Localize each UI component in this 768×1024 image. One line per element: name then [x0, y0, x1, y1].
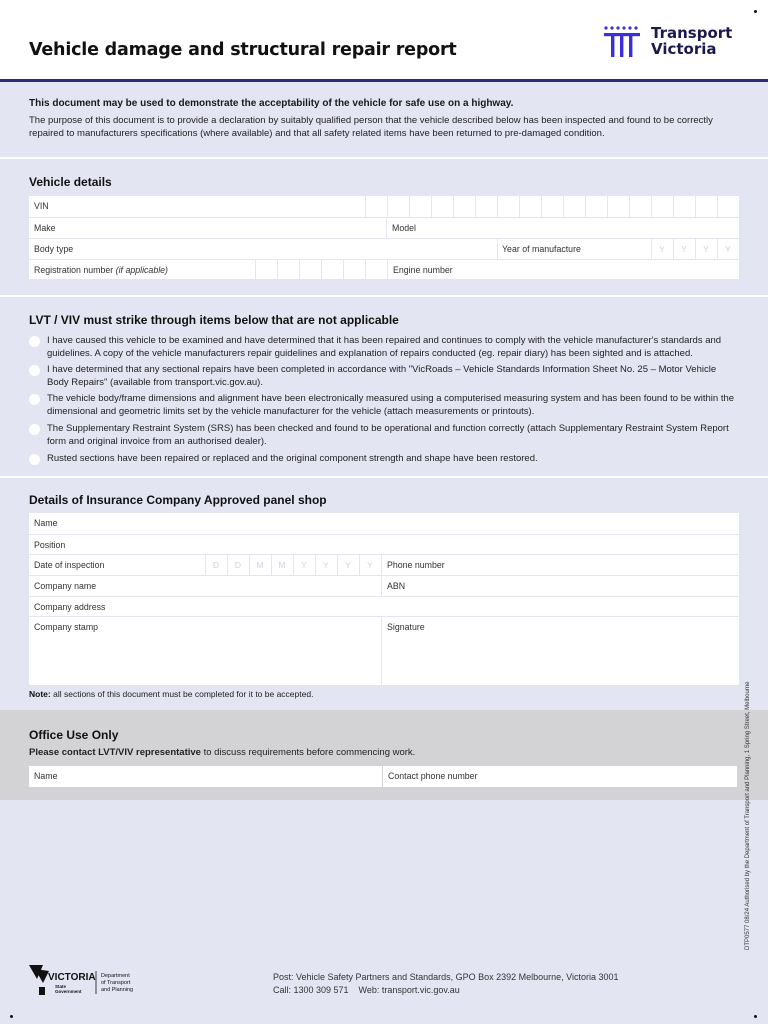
vin-box-divider — [563, 196, 564, 217]
body-type-label: Body type — [34, 244, 74, 254]
year-placeholder[interactable]: Y — [659, 244, 665, 254]
date-placeholder[interactable]: Y — [301, 560, 307, 570]
checklist-item[interactable] — [29, 363, 739, 391]
registration-engine-row — [29, 259, 739, 279]
footer-contact — [273, 971, 619, 997]
stamp-signature-row — [29, 616, 739, 685]
vin-box-divider — [607, 196, 608, 217]
name-field[interactable] — [29, 513, 739, 534]
logo-line-1: Transport — [651, 24, 733, 42]
registration-label — [34, 265, 168, 275]
vic-sub-2: Government — [55, 989, 82, 994]
model-label: Model — [392, 223, 416, 233]
vin-box-divider — [629, 196, 630, 217]
vin-box-divider — [497, 196, 498, 217]
completion-note — [29, 689, 313, 699]
checklist-item[interactable] — [29, 422, 739, 450]
checklist-item[interactable] — [29, 392, 739, 420]
year-placeholder[interactable]: Y — [681, 244, 687, 254]
dept-line-2: of Transport — [101, 980, 131, 986]
checklist-text: I have caused this vehicle to be examined and have determined that it has been repaired and continues to comply with the vehicle manufacturer's standards and guidelines. A copy of the vehicle manufacturers repair guidelines and explanation of repairs conducted (eg. repair diary) has been sighted and is attached. — [47, 335, 722, 359]
corner-mark — [754, 1015, 757, 1018]
phone-number-label: Phone number — [387, 560, 445, 570]
footer-post-address: Post: Vehicle Safety Partners and Standards, GPO Box 2392 Melbourne, Victoria 3001 — [273, 972, 619, 982]
radio-button[interactable] — [29, 365, 40, 376]
vin-box-divider — [409, 196, 410, 217]
insurance-section-title: Details of Insurance Company Approved panel shop — [29, 493, 327, 507]
date-placeholder[interactable]: D — [212, 560, 220, 570]
company-name-label: Company name — [34, 581, 97, 591]
company-address-field[interactable] — [29, 596, 739, 616]
radio-button[interactable] — [29, 394, 40, 405]
vehicle-details-title: Vehicle details — [29, 175, 112, 189]
office-use-title: Office Use Only — [29, 728, 119, 742]
vin-box-divider — [695, 196, 696, 217]
office-use-instructions — [29, 747, 415, 758]
field-divider — [387, 260, 388, 280]
authorisation-text: DTP0577 08/24 Authorised by the Department of Transport and Planning, 1 Spring Street, Melbourne — [745, 681, 751, 950]
divider — [0, 295, 768, 297]
field-divider — [382, 766, 383, 787]
name-label: Name — [34, 518, 58, 528]
office-use-form — [29, 766, 737, 787]
vin-box-divider — [431, 196, 432, 217]
rego-box-divider — [255, 260, 256, 280]
date-placeholder[interactable]: Y — [367, 560, 373, 570]
vin-box-divider — [519, 196, 520, 217]
field-divider — [497, 239, 498, 259]
vehicle-details-form — [29, 196, 739, 279]
vin-box-divider — [673, 196, 674, 217]
corner-mark — [754, 10, 757, 13]
vin-box-divider — [651, 196, 652, 217]
vin-row[interactable] — [29, 196, 739, 217]
registration-note: (if applicable) — [115, 265, 168, 275]
office-name-label: Name — [34, 771, 58, 781]
checklist-text: The Supplementary Restraint System (SRS) has been checked and found to be operational and function correctly (attach Supplementary Restraint System Report form and original invoice from an authorised dealer). — [47, 423, 729, 447]
corner-mark — [10, 1015, 13, 1018]
date-placeholder[interactable]: Y — [323, 560, 329, 570]
vic-sub-1: State — [55, 984, 67, 989]
divider — [0, 157, 768, 159]
checklist-text: The vehicle body/frame dimensions and alignment have been electronically measured using a computerised measuring system and has been found to be within the dimensional and geometric limits set by the vehicle manufacturer for the vehicle (attach measurements or printouts). — [47, 393, 735, 417]
logo-line-2: Victoria — [651, 40, 717, 58]
date-phone-row — [29, 554, 739, 575]
company-abn-row — [29, 575, 739, 596]
rego-box-divider — [321, 260, 322, 280]
rego-box-divider — [365, 260, 366, 280]
vin-box-divider — [475, 196, 476, 217]
radio-button[interactable] — [29, 336, 40, 347]
contact-phone-label: Contact phone number — [388, 771, 478, 781]
divider — [0, 476, 768, 478]
field-divider — [381, 555, 382, 575]
make-label: Make — [34, 223, 56, 233]
dept-line-3: and Planning — [101, 987, 134, 993]
company-stamp-label: Company stamp — [34, 622, 99, 632]
radio-button[interactable] — [29, 424, 40, 435]
intro-heading: This document may be used to demonstrate the acceptability of the vehicle for safe use on a highway. — [29, 98, 514, 109]
vic-wordmark: VICTORIA — [48, 972, 96, 983]
transport-victoria-logo-icon — [603, 26, 641, 58]
document-title: Vehicle damage and structural repair report — [29, 40, 457, 60]
vin-box-divider — [387, 196, 388, 217]
vin-box-divider — [541, 196, 542, 217]
rego-box-divider — [343, 260, 344, 280]
body-year-row — [29, 238, 739, 259]
office-instruction-text: to discuss requirements before commencing work. — [203, 747, 416, 758]
position-field[interactable] — [29, 534, 739, 554]
engine-number-label: Engine number — [393, 265, 453, 275]
footer-call-web: Call: 1300 309 571 Web: transport.vic.gov.au — [273, 985, 460, 995]
intro-text: The purpose of this document is to provide a declaration by suitably qualified person that the vehicle described below has been inspected and found to be correctly repaired to manufacturers specifications (where available) and that all safety related items have been returned to pre-damaged condition. — [29, 115, 713, 139]
date-placeholder[interactable]: D — [234, 560, 242, 570]
date-placeholder[interactable]: M — [256, 560, 264, 570]
position-label: Position — [34, 540, 66, 550]
field-divider — [381, 617, 382, 685]
vin-label: VIN — [34, 201, 49, 211]
make-model-row — [29, 217, 739, 238]
year-placeholder[interactable]: Y — [725, 244, 731, 254]
abn-label: ABN — [387, 581, 406, 591]
year-of-manufacture-label: Year of manufacture — [502, 244, 581, 254]
checklist-text: I have determined that any sectional repairs have been completed in accordance with "VicRoads – Vehicle Standards Information Sheet No. 25 – Motor Vehicle Body Repairs" (available from transport.vic.gov.au). — [47, 364, 717, 388]
office-name-contact-row — [29, 766, 737, 787]
date-of-inspection-label: Date of inspection — [34, 560, 105, 570]
date-placeholder[interactable]: M — [278, 560, 286, 570]
insurance-form — [29, 513, 739, 685]
dept-line-1: Department — [101, 973, 130, 979]
year-placeholder[interactable]: Y — [703, 244, 709, 254]
radio-button[interactable] — [29, 454, 40, 465]
field-divider — [386, 218, 387, 238]
date-placeholder[interactable]: Y — [345, 560, 351, 570]
office-instruction-bold: Please contact LVT/VIV representative — [29, 747, 201, 758]
checklist-item[interactable] — [29, 452, 739, 467]
company-address-label: Company address — [34, 602, 106, 612]
note-text: all sections of this document must be completed for it to be accepted. — [53, 689, 314, 699]
signature-label: Signature — [387, 622, 425, 632]
note-label: Note: — [29, 689, 51, 699]
lvt-section-title: LVT / VIV must strike through items below that are not applicable — [29, 313, 399, 327]
checklist-text: Rusted sections have been repaired or replaced and the original component strength and shape have been restored. — [47, 453, 538, 464]
vin-box-divider — [365, 196, 366, 217]
vin-box-divider — [453, 196, 454, 217]
vin-box-divider — [717, 196, 718, 217]
vin-box-divider — [585, 196, 586, 217]
victoria-state-government-logo — [29, 965, 149, 997]
registration-text: Registration number — [34, 265, 114, 275]
rego-box-divider — [299, 260, 300, 280]
rego-box-divider — [277, 260, 278, 280]
checklist-item[interactable] — [29, 334, 739, 362]
transport-victoria-wordmark — [651, 25, 732, 57]
field-divider — [381, 576, 382, 596]
